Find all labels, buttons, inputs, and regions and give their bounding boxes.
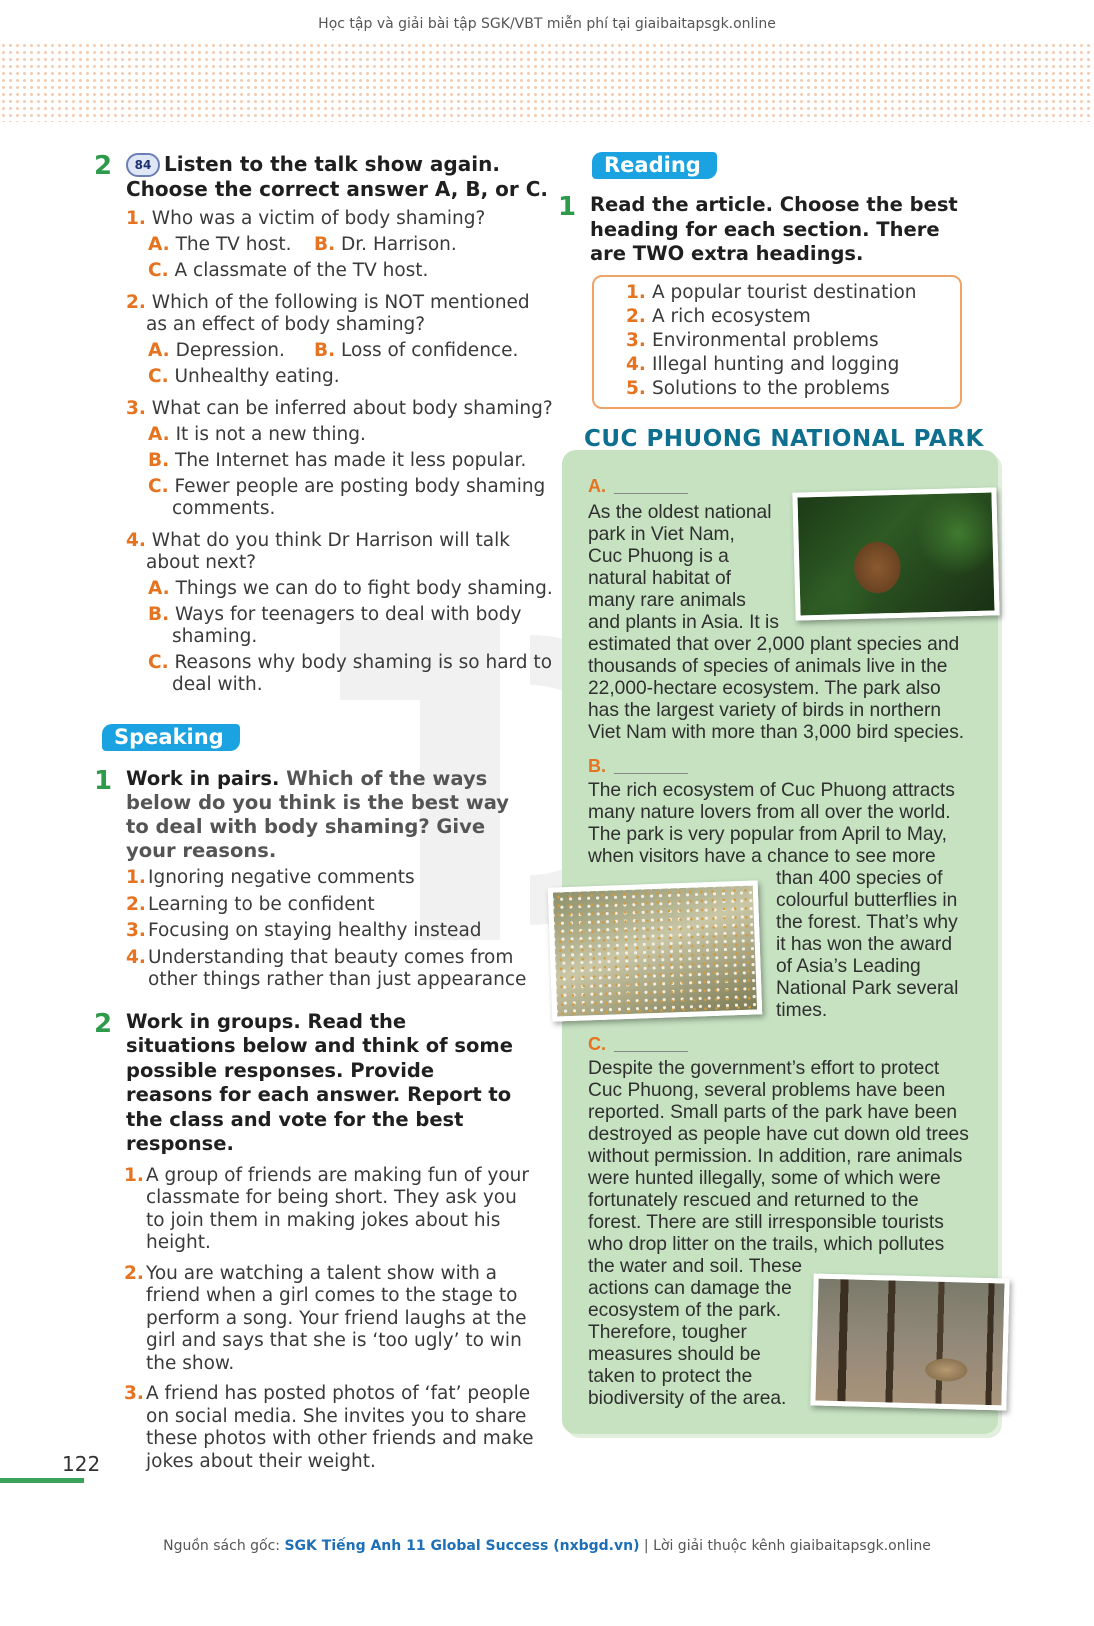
list-item: 1. Ignoring negative comments	[126, 867, 415, 888]
list-item: 2. Learning to be confident	[126, 893, 375, 915]
answer-option[interactable]: Ways for teenagers to deal with body shaming.	[172, 604, 522, 647]
site-header-note: Học tập và giải bài tập SGK/VBT miễn phí tại giaibaitapsgk.online	[318, 16, 776, 32]
answer-blank[interactable]	[614, 493, 688, 494]
exercise-number: 2	[94, 151, 113, 181]
speaking-ways-list	[94, 867, 554, 992]
list-item: 2. You are watching a talent show with a friend when a girl comes to the stage to perform a song. Your friend laughs at the girl and says that she is ‘too ugly’ to win the show.	[124, 1262, 527, 1374]
answer-option[interactable]: A classmate of the TV host.	[174, 260, 429, 281]
heading-option: 4. Illegal hunting and logging	[626, 353, 900, 375]
answer-option[interactable]: Loss of confidence.	[341, 340, 519, 361]
article-title: CUC PHUONG NATIONAL PARK	[584, 426, 984, 452]
decorative-dot-band	[0, 42, 1094, 122]
source-footer: Nguồn sách gốc: SGK Tiếng Anh 11 Global Success (nxbgd.vn) | Lời giải thuộc kênh giaibaitapsgk.online	[163, 1538, 931, 1554]
speaking-exercise-1-header: 1 Work in pairs. Which of the ways below do you think is the best way to deal with body shaming? Give your reasons.	[94, 766, 510, 862]
answer-option[interactable]: Unhealthy eating.	[174, 366, 340, 387]
listening-exercise-header	[94, 152, 554, 202]
section-b-text-narrow: than 400 species of colourful butterflies in the forest. That’s why it has won the award of Asia’s Leading National Park several times.	[776, 868, 959, 1021]
answer-option[interactable]: It is not a new thing.	[175, 424, 366, 445]
reading-section-tag: Reading	[592, 152, 717, 179]
page-number-bar	[0, 1478, 84, 1483]
listening-question-1: 1. Who was a victim of body shaming? A. The TV host. B. Dr. Harrison. C. A classmate of the TV host.	[126, 208, 486, 281]
heading-option: 1. A popular tourist destination	[626, 281, 917, 303]
speaking-section-tag: Speaking	[102, 724, 240, 751]
list-item: 3. A friend has posted photos of ‘fat’ people on social media. She invites you to share these photos with other friends and make jokes about their weight.	[124, 1383, 534, 1472]
butterflies-photo	[548, 880, 763, 1021]
heading-option: 3. Environmental problems	[626, 329, 879, 351]
listening-question-2: 2. Which of the following is NOT mentioned as an effect of body shaming? A. Depression. B. Loss of confidence. C. Unhealthy eating.	[126, 292, 530, 387]
left-column	[94, 152, 554, 1473]
answer-blank[interactable]	[614, 773, 688, 774]
article-panel	[562, 428, 998, 1434]
section-a-label: A.	[588, 476, 688, 497]
answer-blank[interactable]	[614, 1051, 688, 1052]
answer-option[interactable]: Depression.	[175, 340, 285, 361]
section-c-label: C.	[588, 1034, 688, 1055]
audio-track-icon[interactable]: 84	[126, 153, 160, 177]
headings-box	[592, 275, 962, 409]
listening-title-line1: Listen to the talk show again.	[164, 152, 500, 176]
answer-option[interactable]: Things we can do to fight body shaming.	[175, 578, 553, 599]
list-item: 4. Understanding that beauty comes from other things rather than just appearance	[126, 946, 527, 990]
reading-exercise-1-header: 1 Read the article. Choose the best heading for each section. There are TWO extra headings.	[558, 192, 958, 265]
section-b-text-wide: The rich ecosystem of Cuc Phuong attracts many nature lovers from all over the world. The park is very popular from April to May, when visitors have a chance to see more	[588, 780, 955, 867]
right-column	[558, 152, 1038, 409]
answer-option[interactable]: The Internet has made it less popular.	[175, 450, 527, 471]
section-c-text-wide: Despite the government’s effort to protect Cuc Phuong, several problems have been reported. Small parts of the park have been destroyed as people have cut down old trees without permission. In addition, rare animals were hunted illegally, some of which were fortunately rescued and returned to the forest. There are still irresponsible tourists who drop litter on the trails, which pollutes	[588, 1058, 969, 1255]
monkey-photo	[792, 487, 999, 620]
tree-stump-photo	[810, 1273, 1009, 1410]
speaking-situations-list	[94, 1165, 534, 1474]
list-item: 1. A group of friends are making fun of your classmate for being short. They ask you to join them in making jokes about his height.	[124, 1164, 529, 1253]
source-book-link[interactable]: SGK Tiếng Anh 11 Global Success (nxbgd.vn)	[284, 1538, 640, 1554]
heading-option: 2. A rich ecosystem	[626, 305, 811, 327]
list-item: 3. Focusing on staying healthy instead	[126, 920, 482, 941]
speaking-exercise-2-header: 2 Work in groups. Read the situations below and think of some possible responses. Provide reasons for each answer. Report to the class and vote for the best response.	[94, 1008, 513, 1155]
answer-option[interactable]: The TV host.	[175, 234, 292, 255]
listening-question-4: 4. What do you think Dr Harrison will talk about next? A. Things we can do to fight body shaming. B. Ways for teenagers to deal with body shaming. C. Reasons why body shaming is so hard to deal with.	[126, 530, 553, 695]
answer-option[interactable]: Fewer people are posting body shaming comments.	[172, 476, 546, 519]
page-number: 122	[62, 1452, 101, 1476]
heading-option: 5. Solutions to the problems	[626, 377, 890, 399]
section-c-text-narrow: the water and soil. These actions can damage the ecosystem of the park. Therefore, tougher measures should be taken to protect the biodiversity of the area.	[588, 1256, 803, 1409]
section-a-text-narrow: As the oldest national park in Viet Nam, Cuc Phuong is a natural habitat of many rare animals and plants in Asia. It is	[588, 502, 779, 633]
section-b-label: B.	[588, 756, 688, 777]
answer-option[interactable]: Reasons why body shaming is so hard to deal with.	[172, 652, 553, 695]
section-a-text-wide: estimated that over 2,000 plant species and thousands of species of animals live in the 22,000-hectare ecosystem. The park also has the largest variety of birds in northern Viet Nam with more than 3,000 bird species.	[588, 634, 965, 743]
listening-question-3: 3. What can be inferred about body shaming? A. It is not a new thing. B. The Internet has made it less popular. C. Fewer people are posting body shaming comments.	[126, 398, 553, 519]
answer-option[interactable]: Dr. Harrison.	[341, 234, 457, 255]
listening-title-line2: Choose the correct answer A, B, or C.	[126, 177, 548, 201]
